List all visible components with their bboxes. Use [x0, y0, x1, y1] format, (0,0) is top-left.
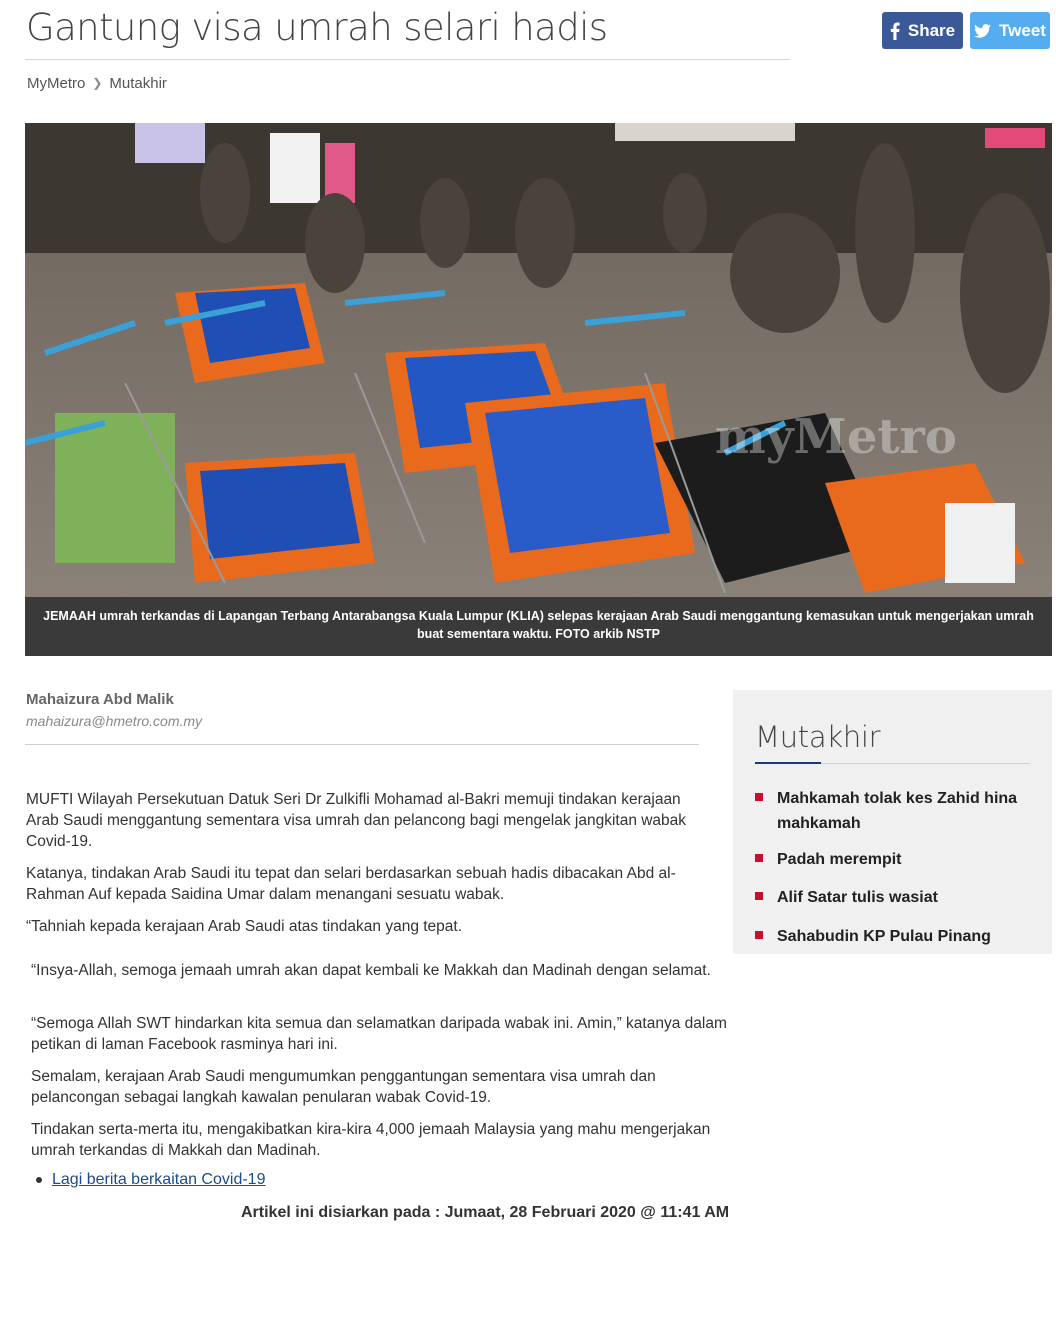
sidebar-item-label: Padah merempit [777, 851, 902, 868]
square-bullet-icon [755, 892, 763, 900]
square-bullet-icon [755, 854, 763, 862]
article-paragraph: “Semoga Allah SWT hindarkan kita semua dan selamatkan daripada wabak ini. Amin,” katanya dalam petikan di laman Facebook rasminya hari ini. [31, 1015, 727, 1053]
list-bullet-icon [36, 1177, 42, 1183]
related-links [36, 1171, 265, 1189]
square-bullet-icon [755, 931, 763, 939]
sidebar-item-padah[interactable] [755, 847, 1027, 872]
article-paragraph: Semalam, kerajaan Arab Saudi mengumumkan penggantungan sementara visa umrah dan pelancongan sebagai langkah kawalan penularan wabak Covid-19. [31, 1068, 656, 1106]
photo-watermark: myMetro [715, 409, 957, 465]
sidebar-item-label: Sahabudin KP Pulau Pinang [777, 928, 991, 945]
chevron-right-icon: ❯ [92, 76, 103, 90]
related-covid-link[interactable]: Lagi berita berkaitan Covid-19 [52, 1171, 266, 1188]
article-paragraph: Katanya, tindakan Arab Saudi itu tepat dan selari berdasarkan sebuah hadis dibacakan Abd al-Rahman Auf kepada Saidina Umar dalam menangani sesuatu wabak. [26, 865, 676, 903]
article-paragraph: “Insya-Allah, semoga jemaah umrah akan dapat kembali ke Makkah dan Madinah dengan selamat. [31, 962, 711, 979]
article-paragraph: MUFTI Wilayah Persekutuan Datuk Seri Dr Zulkifli Mohamad al-Bakri memuji tindakan kerajaan Arab Saudi menggantung sementara visa umrah dan pelancong bagi mengelak jangkitan wabak Covid-19. [26, 791, 687, 850]
sidebar-item-label: Mahkamah tolak kes Zahid hina mahkamah [777, 790, 1018, 832]
facebook-icon [890, 22, 900, 40]
facebook-share-button[interactable] [882, 12, 963, 49]
image-caption: JEMAAH umrah terkandas di Lapangan Terbang Antarabangsa Kuala Lumpur (KLIA) selepas kerajaan Arab Saudi menggantung kemasukan untuk mengerjakan umrah buat sementara waktu. FOTO arkib NSTP [25, 597, 1052, 656]
author-divider [25, 744, 699, 745]
article-paragraph: “Tahniah kepada kerajaan Arab Saudi atas tindakan yang tepat. [26, 918, 463, 935]
sidebar-divider-accent [755, 762, 821, 764]
author-email[interactable]: mahaizura@hmetro.com.my [26, 713, 203, 729]
breadcrumb-mymetro[interactable]: MyMetro [27, 74, 86, 92]
sidebar-item-alif[interactable] [755, 885, 1027, 910]
sidebar-item-mahkamah[interactable] [755, 786, 1027, 836]
breadcrumb-mutakhir[interactable]: Mutakhir [109, 74, 167, 92]
article-title: Gantung visa umrah selari hadis [26, 6, 608, 49]
sidebar-latest [733, 690, 1052, 954]
facebook-share-label: Share [907, 20, 956, 40]
title-divider [25, 59, 790, 60]
sidebar-item-sahabudin[interactable] [755, 924, 1027, 949]
twitter-tweet-label: Tweet [999, 20, 1046, 40]
publish-date: Artikel ini disiarkan pada : Jumaat, 28 Februari 2020 @ 11:41 AM [241, 1204, 730, 1221]
twitter-icon [974, 24, 991, 38]
twitter-tweet-button[interactable] [970, 12, 1050, 49]
author-name[interactable]: Mahaizura Abd Malik [26, 691, 174, 708]
article-paragraph: Tindakan serta-merta itu, mengakibatkan kira-kira 4,000 jemaah Malaysia yang mahu mengerjakan umrah terkandas di Makkah dan Madinah. [31, 1121, 711, 1159]
sidebar-item-label: Alif Satar tulis wasiat [777, 889, 938, 906]
article-photo [25, 123, 1052, 597]
square-bullet-icon [755, 793, 763, 801]
sidebar-title: Mutakhir [755, 720, 881, 754]
breadcrumb [27, 73, 167, 93]
